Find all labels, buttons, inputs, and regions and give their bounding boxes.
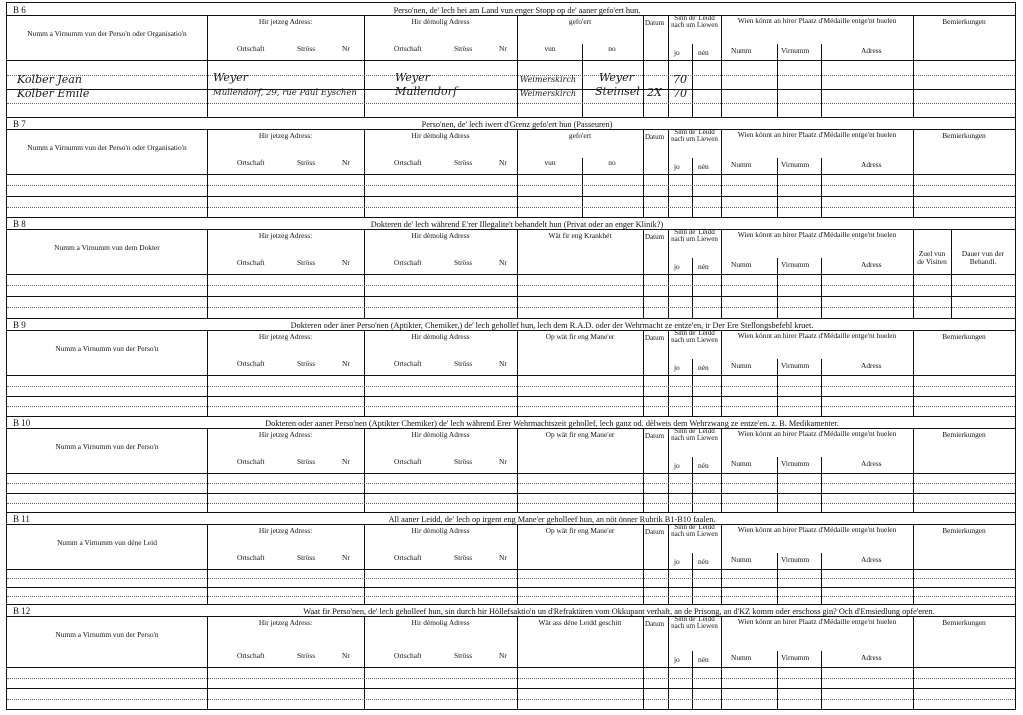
header-bottom-line [7,375,1015,376]
no-label: nén [698,262,709,271]
section-b12 [7,604,1015,709]
medal-name-label: Numm [731,361,752,370]
current-address-label: Hir jetzeg Adress: [258,332,313,341]
alive-label: Sinn de' Leidd nach um Liewen [671,329,718,345]
column-divider [913,15,914,117]
subcolumn-divider [777,44,778,117]
section-code: B 9 [13,320,26,330]
medal-label: Wien könnt an hirer Plaatz d'Médaille entge'nt huelen [737,331,897,340]
header-bottom-line [7,274,1015,275]
to-label: no [608,44,616,53]
column-divider [364,229,365,318]
column-divider [913,524,914,604]
medal-firstname-label: Virnumm [781,653,810,662]
section-title: All aaner Leidd, de' lech op irgent eng Mane'er geholleef hun, an nöt önner Rubrik B1-B10 faalen. [388,515,716,524]
no-label: nén [698,557,709,566]
former-address-label: Hir dèmolig Adress [411,430,470,439]
date-label: Datum [645,233,665,241]
medal-label: Wien könnt an hirer Plaatz d'Médaille entge'nt huelen [737,230,897,239]
dotted-entry-line [7,483,1015,484]
section-b9 [7,318,1015,416]
nr-label: Nr [499,359,507,368]
section-title: Perso'nen, de' lech iwert d'Grenz gefo'ert hun (Passeuren) [421,120,613,129]
column-divider [951,229,952,318]
column-divider [721,229,722,318]
yes-label: jo [674,363,680,372]
section-border [7,217,1015,218]
column-divider [207,524,208,604]
town-label: Ortschaft [237,553,265,562]
column-divider [517,229,518,318]
dotted-entry-line [7,406,1015,407]
yes-label: jo [674,262,680,271]
form-sheet [6,2,1016,710]
former-address-label: Hir dèmolig Adress [411,526,470,535]
dotted-entry-line [7,207,1015,208]
handwritten-name: Kolber Jean [17,73,82,86]
nr-label: Nr [342,158,350,167]
column-divider [692,44,693,117]
nr-label: Nr [499,44,507,53]
nr-label: Nr [342,44,350,53]
subcolumn-divider [582,158,583,217]
column-divider [364,330,365,416]
column-divider [721,524,722,604]
dotted-entry-line [7,503,1015,504]
street-label: Ströss [297,158,316,167]
column-divider [207,15,208,117]
street-label: Ströss [454,553,473,562]
medal-address-label: Adress [861,555,882,564]
remarks-label: Bemierkungen [942,17,986,26]
column-divider [643,15,644,117]
entry-row-divider [7,396,1015,397]
street-label: Ströss [454,651,473,660]
medal-firstname-label: Virnumm [781,361,810,370]
dotted-entry-line [7,678,1015,679]
current-address-label: Hir jetzeg Adress: [258,231,313,240]
dotted-entry-line [7,307,1015,308]
no-label: nén [698,48,709,57]
column-divider [913,129,914,217]
town-label: Ortschaft [394,359,422,368]
street-label: Ströss [297,359,316,368]
column-name-label: Numm a Virnumm vun der Perso'n oder Organisatio'n [27,29,187,38]
handwritten-current-address: Mullendorf, 29, rue Paul Eyschen [213,88,357,98]
town-label: Ortschaft [237,359,265,368]
medal-name-label: Numm [731,459,752,468]
town-label: Ortschaft [394,44,422,53]
handwritten-former-town: Weyer [395,71,430,84]
section-border [7,416,1015,417]
column-divider [207,428,208,512]
nr-label: Nr [342,553,350,562]
medal-address-label: Adress [861,46,882,55]
remarks-label: Bemierkungen [942,430,986,439]
no-label: nén [698,363,709,372]
column-divider [517,616,518,709]
town-label: Ortschaft [394,158,422,167]
date-label: Datum [645,528,665,536]
town-label: Ortschaft [237,258,265,267]
medal-address-label: Adress [861,653,882,662]
medal-address-label: Adress [861,361,882,370]
alive-label: Sinn de' Leidd nach um Liewen [671,427,718,443]
town-label: Ortschaft [394,553,422,562]
medal-name-label: Numm [731,46,752,55]
dotted-entry-line [7,699,1015,700]
dotted-entry-line [7,386,1015,387]
nr-label: Nr [499,651,507,660]
header-bottom-line [7,667,1015,668]
header-bottom-line [7,174,1015,175]
street-label: Ströss [454,359,473,368]
column-divider [517,330,518,416]
nr-label: Nr [499,553,507,562]
handwritten-date: 2X [647,86,662,99]
entry-row-divider [7,89,1015,90]
street-label: Ströss [297,457,316,466]
entry-row-divider [7,296,1015,297]
remarks-label: Bemierkungen [942,618,986,627]
nr-label: Nr [342,457,350,466]
column-divider [643,616,644,709]
alive-label: Sinn de' Leidd nach um Liewen [671,228,718,244]
section-title: Dokteren oder äner Perso'nen (Aptikter, Chemiker,) de' lech gehollef hun, lech dem R.A.D. oder der Wehrmacht ze entze'en, ir Der Ere Stellongsbefehl kruet. [290,321,814,330]
section-code: B 8 [13,219,26,229]
nr-label: Nr [342,651,350,660]
dotted-entry-line [7,596,1015,597]
section-code: B 11 [13,514,30,524]
date-label: Datum [645,432,665,440]
dotted-entry-line [7,578,1015,579]
to-label: no [608,158,616,167]
column-divider [364,428,365,512]
section-border [7,318,1015,319]
subcolumn-divider [777,359,778,416]
entry-row-divider [7,587,1015,588]
nr-label: Nr [342,258,350,267]
handwritten-former-town: Mullendorf [395,85,457,98]
column-divider [364,129,365,217]
column-divider [643,330,644,416]
former-address-label: Hir dèmolig Adress [411,231,470,240]
column-divider [913,330,914,416]
no-label: nén [698,655,709,664]
subcolumn-divider [582,44,583,117]
subcolumn-divider [777,158,778,217]
former-address-label: Hir dèmolig Adress [411,332,470,341]
alive-label: Sinn de' Leidd nach um Liewen [671,128,718,144]
town-label: Ortschaft [237,651,265,660]
former-address-label: Hir dèmolig Adress [411,131,470,140]
mid-column-label: Wät fir eng Krankhét [548,231,612,240]
column-divider [364,616,365,709]
medal-firstname-label: Virnumm [781,160,810,169]
section-code: B 6 [13,5,26,15]
entry-row-divider [7,688,1015,689]
column-name-label: Numm a Virnumm vun déne Leid [57,538,157,547]
dotted-entry-line [7,103,1015,104]
column-name-label: Numm a Virnumm vun der Perso'n [55,630,159,639]
handwritten-from: Weimerskirch [520,89,576,98]
subcolumn-divider [821,44,822,117]
medal-name-label: Numm [731,260,752,269]
town-label: Ortschaft [237,44,265,53]
column-name-label: Numm a Virnumm vun der Perso'n [55,344,159,353]
section-b10 [7,416,1015,512]
street-label: Ströss [297,258,316,267]
column-divider [207,129,208,217]
handwritten-from: Weimerskirch [520,75,576,84]
column-name-label: Numm a Virnumm vun der Perso'n [55,442,159,451]
column-divider [692,158,693,217]
town-label: Ortschaft [394,258,422,267]
treatment-duration-label: Dauer vun der Behandl. [961,249,1005,266]
column-divider [721,129,722,217]
section-code: B 10 [13,418,31,428]
medal-label: Wien könnt an hirer Plaatz d'Médaille entge'nt huelen [737,16,897,25]
header-bottom-line [7,60,1015,61]
handwritten-name: Kolber Emile [17,87,90,100]
no-label: nén [698,461,709,470]
remarks-label: Bemierkungen [942,526,986,535]
section-title: Dokteren oder aaner Perso'nen (Aptikter Chemiker) de' lech während Erer Wehrmachtszeit gehollef, lech ganz od. dèlweis dem Wehrzwang ze entze'en. z. B. Medikamenter. [265,419,839,428]
section-b6 [7,3,1015,117]
subcolumn-divider [777,258,778,318]
town-label: Ortschaft [394,651,422,660]
current-address-label: Hir jetzeg Adress: [258,430,313,439]
section-border [7,512,1015,513]
transported-label: gefo'ert [568,17,592,26]
medal-label: Wien könnt an hirer Plaatz d'Médaille entge'nt huelen [737,617,897,626]
header-bottom-line [7,473,1015,474]
remarks-label: Bemierkungen [942,332,986,341]
alive-label: Sinn de' Leidd nach um Liewen [671,523,718,539]
subcolumn-divider [777,651,778,709]
visits-label: Zuel vun de Visiten [917,249,947,266]
section-title: Perso'nen, de' lech hei am Land vun enger Stopp op de' aaner gefo'ert hun. [393,6,641,15]
handwritten-yes: 70 [673,73,687,86]
street-label: Ströss [297,553,316,562]
date-label: Datum [645,133,665,141]
mid-column-label: Op wät fir eng Mane'er [545,332,615,341]
dotted-entry-line [7,185,1015,186]
yes-label: jo [674,557,680,566]
street-label: Ströss [297,44,316,53]
street-label: Ströss [454,457,473,466]
medal-address-label: Adress [861,260,882,269]
entry-row-divider [7,196,1015,197]
column-divider [643,428,644,512]
current-address-label: Hir jetzeg Adress: [258,526,313,535]
mid-column-label: Op wät fir eng Mane'er [545,526,615,535]
medal-firstname-label: Virnumm [781,555,810,564]
handwritten-current-town: Weyer [213,71,248,84]
subcolumn-divider [821,158,822,217]
former-address-label: Hir dèmolig Adress [411,17,470,26]
column-divider [517,428,518,512]
column-divider [643,129,644,217]
transported-label: gefo'ert [568,131,592,140]
town-label: Ortschaft [237,457,265,466]
nr-label: Nr [499,158,507,167]
column-divider [517,129,518,217]
handwritten-to: Weyer [599,71,634,84]
medal-label: Wien könnt an hirer Plaatz d'Médaille entge'nt huelen [737,429,897,438]
column-divider [692,651,693,709]
yes-label: jo [674,461,680,470]
medal-firstname-label: Virnumm [781,46,810,55]
medal-firstname-label: Virnumm [781,459,810,468]
current-address-label: Hir jetzeg Adress: [258,17,313,26]
yes-label: jo [674,162,680,171]
handwritten-to: Steinsel [595,85,640,98]
from-label: vun [544,158,556,167]
section-border [7,604,1015,605]
subcolumn-divider [821,359,822,416]
entry-row-divider [7,493,1015,494]
section-title: Waat fir Perso'nen, de' lech geholleef hun, sin durch hir Höllefsaktio'n un d'Refraktären vom Okkupant verhaft, an de Prisong, an d'KZ komm oder erschoss gin? Och d'Emsiedlung opfe'eren. [303,607,935,616]
mid-column-label: Wät ass déne Leidd geschitt [538,618,622,627]
section-border [7,117,1015,118]
remarks-label: Bemierkungen [942,131,986,140]
column-divider [364,524,365,604]
subcolumn-divider [821,651,822,709]
nr-label: Nr [342,359,350,368]
header-bottom-line [7,569,1015,570]
town-label: Ortschaft [237,158,265,167]
column-name-label: Numm a Virnumm vun der Perso'n oder Organisatio'n [27,143,187,152]
date-label: Datum [645,620,665,628]
current-address-label: Hir jetzeg Adress: [258,618,313,627]
section-code: B 7 [13,119,26,129]
section-code: B 12 [13,606,31,616]
column-divider [364,15,365,117]
dotted-entry-line [7,75,1015,76]
medal-name-label: Numm [731,653,752,662]
former-address-label: Hir dèmolig Adress [411,618,470,627]
nr-label: Nr [499,457,507,466]
subcolumn-divider [821,258,822,318]
current-address-label: Hir jetzeg Adress: [258,131,313,140]
column-divider [643,524,644,604]
medal-firstname-label: Virnumm [781,260,810,269]
column-divider [668,15,669,117]
column-divider [913,428,914,512]
street-label: Ströss [454,158,473,167]
medal-address-label: Adress [861,459,882,468]
column-divider [643,229,644,318]
handwritten-yes: 70 [673,87,687,100]
section-b11 [7,512,1015,604]
alive-label: Sinn de' Leidd nach um Liewen [671,14,718,30]
medal-name-label: Numm [731,160,752,169]
medal-label: Wien könnt an hirer Plaatz d'Médaille entge'nt huelen [737,525,897,534]
medal-name-label: Numm [731,555,752,564]
street-label: Ströss [454,44,473,53]
column-divider [207,330,208,416]
medal-label: Wien könnt an hirer Plaatz d'Médaille entge'nt huelen [737,130,897,139]
column-divider [207,616,208,709]
column-divider [721,616,722,709]
no-label: nén [698,162,709,171]
column-divider [913,616,914,709]
section-b7 [7,117,1015,217]
yes-label: jo [674,655,680,664]
alive-label: Sinn de' Leidd nach um Liewen [671,615,718,631]
section-b8 [7,217,1015,318]
medal-address-label: Adress [861,160,882,169]
date-label: Datum [645,19,665,27]
column-divider [207,229,208,318]
column-divider [721,330,722,416]
column-divider [692,359,693,416]
column-divider [517,524,518,604]
yes-label: jo [674,48,680,57]
mid-column-label: Op wät fir eng Mane'er [545,430,615,439]
column-divider [913,229,914,318]
street-label: Ströss [297,651,316,660]
column-divider [721,15,722,117]
column-divider [517,15,518,117]
town-label: Ortschaft [394,457,422,466]
column-divider [692,258,693,318]
dotted-entry-line [7,285,1015,286]
section-title: Dokteren de' lech während E'rer Illegalite't behandelt hun (Privat oder an enger Klinik?) [370,220,664,229]
column-divider [721,428,722,512]
column-name-label: Numm a Virnumm vun dem Dokter [54,243,160,252]
date-label: Datum [645,334,665,342]
street-label: Ströss [454,258,473,267]
nr-label: Nr [499,258,507,267]
from-label: vun [544,44,556,53]
